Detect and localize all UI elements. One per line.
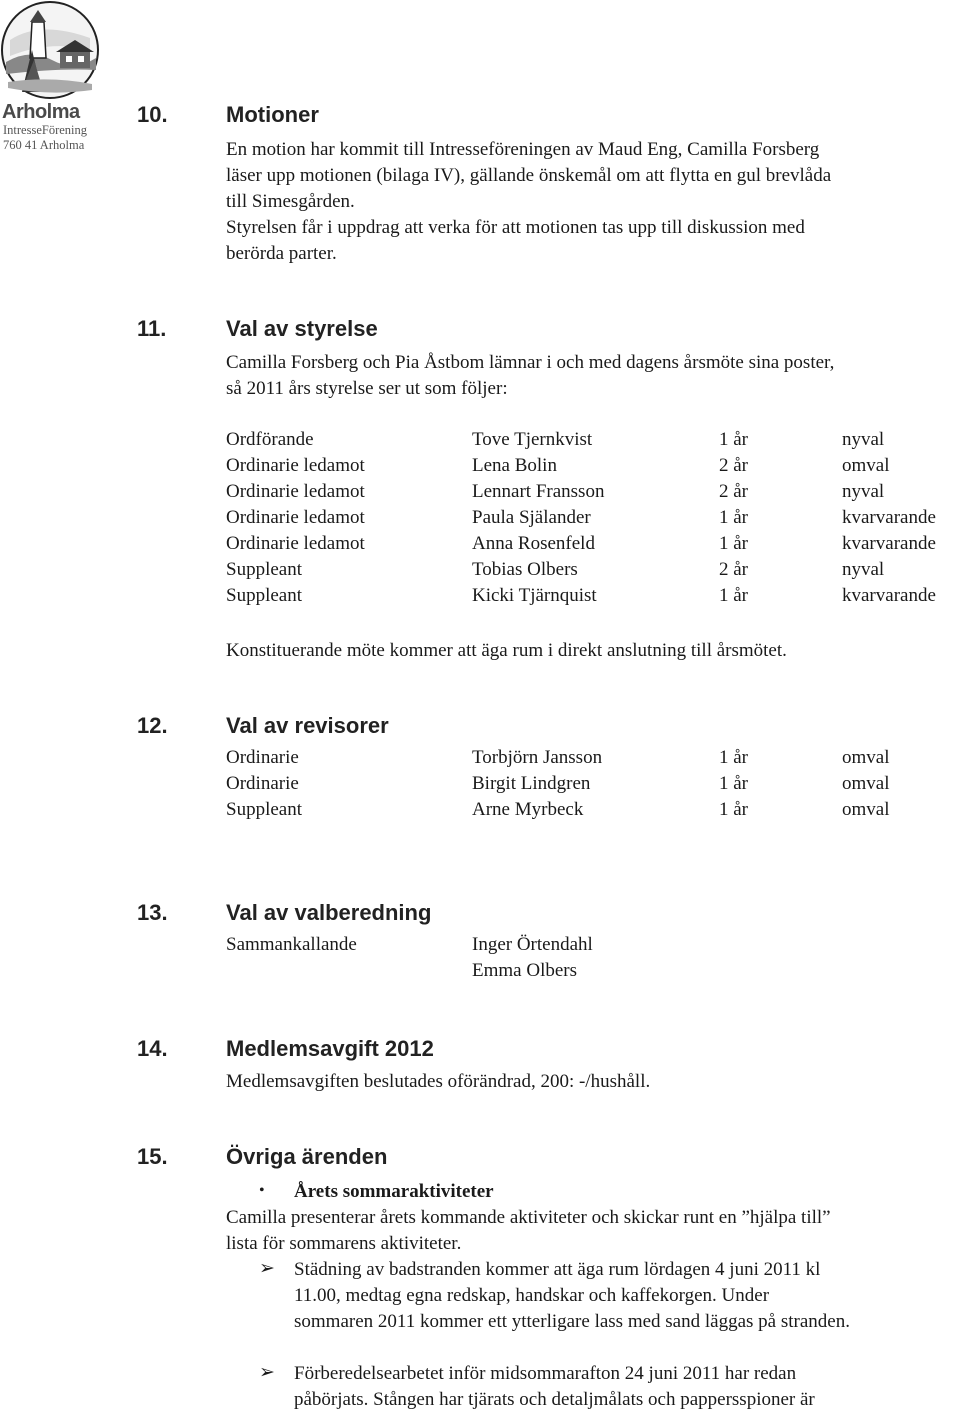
name-cell: Inger Örtendahl [472, 934, 593, 955]
term-cell: 1 år [719, 585, 749, 606]
name-cell: Anna Rosenfeld [472, 533, 595, 554]
item-line: påbörjats. Stången har tjärats och detaljmålats och pappersspioner är [294, 1389, 815, 1410]
term-cell: 2 år [719, 481, 749, 502]
heading-10 [137, 102, 319, 128]
role-cell: Ordinarie ledamot [226, 481, 365, 502]
name-cell: Arne Myrbeck [472, 799, 584, 820]
name-cell: Lena Bolin [472, 455, 557, 476]
logo-line-2: 760 41 Arholma [3, 138, 85, 152]
logo-emblem-icon [0, 0, 100, 100]
term-cell: 1 år [719, 507, 749, 528]
role-cell: Suppleant [226, 585, 302, 606]
heading-14 [137, 1036, 434, 1062]
heading-10-title: Motioner [226, 102, 319, 127]
logo-name: Arholma [2, 101, 80, 123]
role-cell: Ordinarie [226, 773, 299, 794]
role-cell: Sammankallande [226, 934, 357, 955]
status-cell: omval [842, 773, 890, 794]
name-cell: Tove Tjernkvist [472, 429, 593, 450]
heading-15 [137, 1144, 387, 1170]
heading-13 [137, 900, 431, 926]
heading-12-title: Val av revisorer [226, 713, 389, 738]
term-cell: 1 år [719, 799, 749, 820]
status-cell: omval [842, 799, 890, 820]
item-line: sommaren 2011 kommer ett ytterligare lass med sand läggas på stranden. [294, 1311, 850, 1332]
heading-14-number: 14. [137, 1036, 168, 1061]
status-cell: kvarvarande [842, 585, 936, 606]
s15-item-2 [294, 1361, 815, 1413]
role-cell: Ordförande [226, 429, 314, 450]
status-cell: nyval [842, 429, 885, 450]
heading-12 [137, 713, 389, 739]
s10-line: läser upp motionen (bilaga IV), gällande önskemål om att flytta en gul brevlåda [226, 165, 832, 186]
bullet-icon: • [259, 1182, 265, 1199]
item-line: Förberedelsearbetet inför midsommarafton 24 juni 2011 har redan [294, 1363, 797, 1384]
name-cell: Kicki Tjärnquist [472, 585, 597, 606]
s10-line: berörda parter. [226, 243, 337, 264]
logo-line-1: IntresseFörening [3, 123, 88, 137]
role-cell: Suppleant [226, 559, 302, 580]
item-line: 11.00, medtag egna redskap, handskar och kaffekorgen. Under [294, 1285, 770, 1306]
arrow-bullet-icon: ➢ [259, 1362, 275, 1383]
heading-10-number: 10. [137, 102, 168, 127]
role-cell: Ordinarie ledamot [226, 455, 365, 476]
s15-paragraph [226, 1205, 831, 1257]
arrow-bullet-icon: ➢ [259, 1258, 275, 1279]
logo-subtitle [3, 123, 101, 153]
heading-15-number: 15. [137, 1144, 168, 1169]
bullet-title: Årets sommaraktiviteter [294, 1181, 494, 1202]
s10-paragraph [226, 137, 831, 267]
s10-line: till Simesgården. [226, 191, 355, 212]
status-cell: nyval [842, 559, 885, 580]
item-line: Städning av badstranden kommer att äga rum lördagen 4 juni 2011 kl [294, 1259, 821, 1280]
s10-line: En motion har kommit till Intresseföreningen av Maud Eng, Camilla Forsberg [226, 139, 820, 160]
s11-note: Konstituerande möte kommer att äga rum i direkt anslutning till årsmötet. [226, 640, 787, 661]
s11-intro-line: så 2011 års styrelse ser ut som följer: [226, 378, 508, 399]
heading-13-title: Val av valberedning [226, 900, 432, 925]
name-cell: Birgit Lindgren [472, 773, 591, 794]
status-cell: omval [842, 747, 890, 768]
role-cell: Ordinarie [226, 747, 299, 768]
role-cell: Ordinarie ledamot [226, 507, 365, 528]
s11-intro-line: Camilla Forsberg och Pia Åstbom lämnar i och med dagens årsmöte sina poster, [226, 352, 835, 373]
term-cell: 1 år [719, 773, 749, 794]
heading-11-title: Val av styrelse [226, 316, 378, 341]
role-cell: Ordinarie ledamot [226, 533, 365, 554]
role-cell: Suppleant [226, 799, 302, 820]
name-cell: Emma Olbers [472, 960, 578, 981]
name-cell: Tobias Olbers [472, 559, 578, 580]
heading-14-title: Medlemsavgift 2012 [226, 1036, 434, 1061]
heading-12-number: 12. [137, 713, 168, 738]
term-cell: 2 år [719, 559, 749, 580]
term-cell: 2 år [719, 455, 749, 476]
s15-item-1 [294, 1257, 850, 1335]
term-cell: 1 år [719, 429, 749, 450]
heading-11 [137, 316, 378, 342]
status-cell: kvarvarande [842, 507, 936, 528]
s15-line: Camilla presenterar årets kommande aktiviteter och skickar runt en ”hjälpa till” [226, 1207, 831, 1228]
s11-intro [226, 350, 834, 402]
term-cell: 1 år [719, 747, 749, 768]
name-cell: Torbjörn Jansson [472, 747, 603, 768]
status-cell: kvarvarande [842, 533, 936, 554]
status-cell: nyval [842, 481, 885, 502]
status-cell: omval [842, 455, 890, 476]
s15-line: lista för sommarens aktiviteter. [226, 1233, 462, 1254]
s10-line: Styrelsen får i uppdrag att verka för att motionen tas upp till diskussion med [226, 217, 805, 238]
s14-text: Medlemsavgiften beslutades oförändrad, 200: -/hushåll. [226, 1071, 651, 1092]
name-cell: Paula Själander [472, 507, 591, 528]
heading-13-number: 13. [137, 900, 168, 925]
heading-15-title: Övriga ärenden [226, 1144, 388, 1169]
arholma-logo [0, 0, 100, 160]
name-cell: Lennart Fransson [472, 481, 605, 502]
term-cell: 1 år [719, 533, 749, 554]
heading-11-number: 11. [137, 316, 167, 341]
